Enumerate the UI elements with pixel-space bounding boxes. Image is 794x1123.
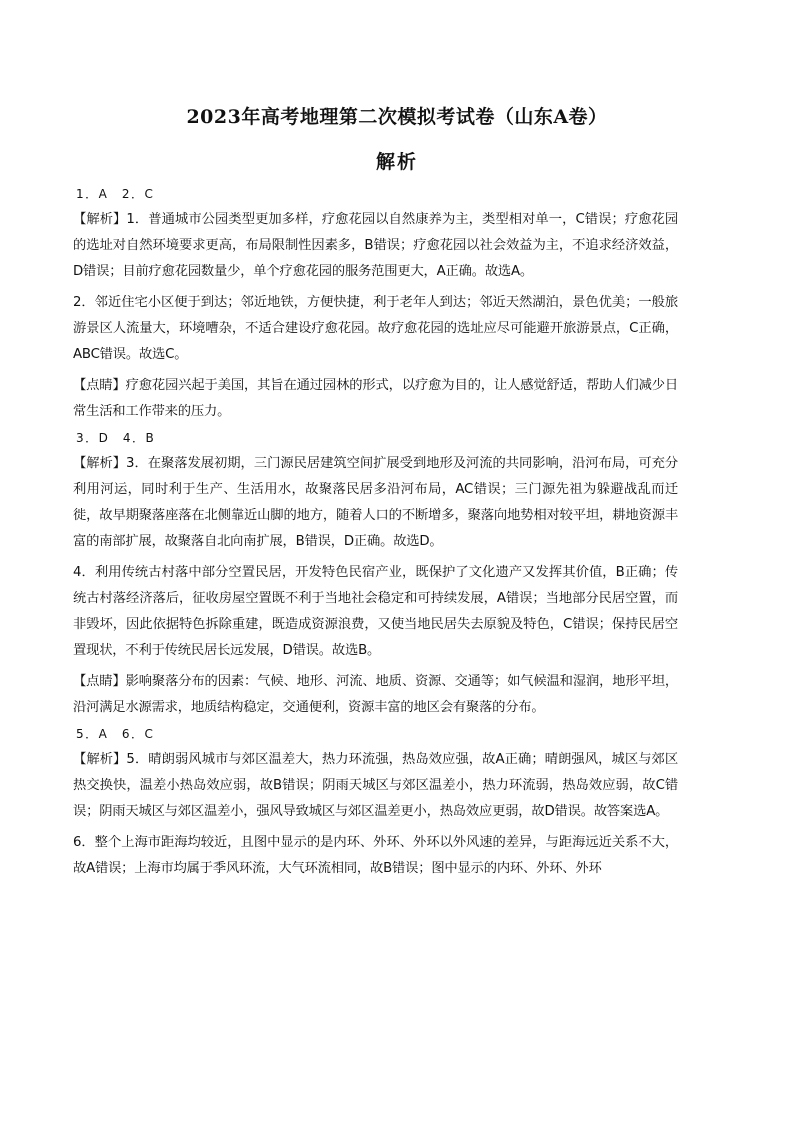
analysis-paragraph [73, 747, 678, 825]
paragraph-text: 6．整个上海市距海均较近，且图中显示的是内环、外环、外环以外风速的差异，与距海远近关系不大，故A错误；上海市均属于季风环流，大气环流相同，故B错误；图中显示的内环、外环、外环 [73, 835, 678, 876]
analysis-paragraph [73, 451, 678, 555]
note-paragraph [73, 373, 678, 425]
document-body [73, 186, 678, 887]
paragraph-tag: 【解析】 [73, 212, 127, 227]
paragraph-tag: 【解析】 [73, 752, 127, 767]
document-subtitle: 解析 [375, 151, 418, 173]
paragraph-text: 5．晴朗弱风城市与郊区温差大，热力环流强，热岛效应强，故A正确；晴朗强风，城区与郊区热交换快，温差小热岛效应弱，故B错误；阴雨天城区与郊区温差小，热力环流弱，热岛效应弱，故C错误；阴雨天城区与郊区温差小，强风导致城区与郊区温差更小，热岛效应更弱，故D错误。故答案选A。 [73, 752, 679, 819]
analysis-paragraph [73, 207, 678, 285]
answer-line: 1．A 2．C [76, 187, 155, 201]
paragraph-text: 4．利用传统古村落中部分空置民居，开发特色民宿产业，既保护了文化遗产又发挥其价值，B正确；传统古村落经济落后，征收房屋空置既不利于当地社会稳定和可持续发展，A错误；当地部分民居空置，而非毁坏，因此依据特色拆除重建，既造成资源浪费，又使当地民居失去原貌及特色，C错误；保持民居空置现状，不利于传统民居长远发展，D错误。故选B。 [73, 565, 678, 658]
paragraph-tag: 【点睛】 [73, 674, 126, 689]
paragraph-text: 3．在聚落发展初期，三门源民居建筑空间扩展受到地形及河流的共同影响，沿河布局，可充分利用河运，同时利于生产、生活用水，故聚落民居多沿河布局，AC错误；三门源先祖为躲避战乱而迁徙，故早期聚落座落在北侧靠近山脚的地方，随着人口的不断增多，聚落向地势相对较平坦，耕地资源丰富的南部扩展，故聚落自北向南扩展，B错误，D正确。故选D。 [73, 456, 678, 549]
analysis-paragraph [73, 830, 678, 882]
answer-line: 5．A 6．C [76, 727, 155, 741]
paragraph-text: 疗愈花园兴起于美国，其旨在通过园林的形式，以疗愈为目的，让人感觉舒适，帮助人们减少日常生活和工作带来的压力。 [73, 378, 678, 419]
paragraph-tag: 【点睛】 [73, 378, 126, 393]
answer-line: 3．D 4．B [76, 431, 156, 445]
document-title: 2023年高考地理第二次模拟考试卷（山东A卷） [186, 106, 608, 128]
paragraph-tag: 【解析】 [73, 456, 127, 471]
paragraph-text: 2．邻近住宅小区便于到达；邻近地铁，方便快捷，利于老年人到达；邻近天然湖泊，景色优美；一般旅游景区人流量大，环境嘈杂，不适合建设疗愈花园。故疗愈花园的选址应尽可能避开旅游景点，C正确，ABC错误。故选C。 [73, 295, 678, 362]
note-paragraph [73, 669, 678, 721]
analysis-paragraph [73, 290, 678, 368]
analysis-paragraph [73, 560, 678, 664]
paragraph-text: 影响聚落分布的因素：气候、地形、河流、地质、资源、交通等；如气候温和湿润，地形平坦，沿河满足水源需求，地质结构稳定，交通便利，资源丰富的地区会有聚落的分布。 [73, 674, 678, 715]
paragraph-text: 1．普通城市公园类型更加多样，疗愈花园以自然康养为主，类型相对单一，C错误；疗愈花园的选址对自然环境要求更高，布局限制性因素多，B错误；疗愈花园以社会效益为主，不追求经济效益，D错误；目前疗愈花园数量少，单个疗愈花园的服务范围更大，A正确。故选A。 [73, 212, 679, 279]
